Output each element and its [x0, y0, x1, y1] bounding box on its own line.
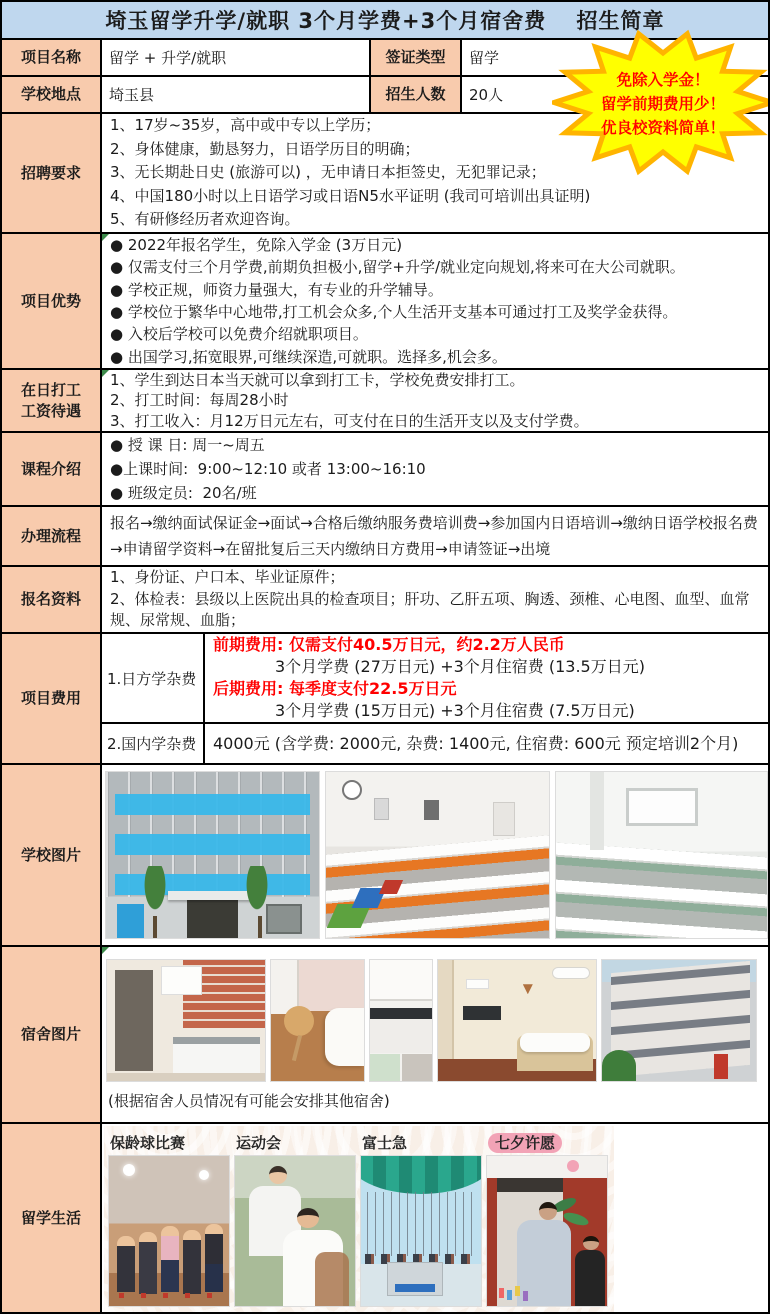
classroom-photo-green — [555, 771, 768, 939]
course-line: ●上课时间: 9:00~12:10 或者 13:00~16:10 — [110, 459, 426, 478]
fee-line-domestic: 4000元 (含学费: 2000元, 杂费: 1400元, 住宿费: 600元 预定培训2个月) — [213, 733, 739, 753]
promo-badge-line: 留学前期费用少！ — [600, 95, 725, 113]
kitchen-cabinet — [370, 960, 432, 1001]
kitchen-counter — [370, 1008, 432, 1019]
course-line: ● 班级定员: 20名/班 — [110, 484, 257, 503]
advantage-line: ● 出国学习,拓宽眼界,可继续深造,可就职。选择多,机会多。 — [110, 347, 507, 366]
label-project-name: 项目名称 — [2, 40, 102, 75]
materials-line: 1、身份证、户口本、毕业证原件； — [110, 567, 345, 586]
promo-starburst-badge — [552, 28, 770, 178]
bowling-photo — [108, 1155, 230, 1307]
classroom-door — [493, 802, 515, 836]
value-enrollment: 20人 — [469, 86, 504, 104]
dorm-door — [115, 970, 153, 1072]
dorm-photos-content — [102, 947, 768, 1122]
advantage-line: ● 学校位于繁华中心地带,打工机会众多,个人生活开支基本可通过打工及奖学金获得。 — [110, 303, 678, 321]
requirement-line: 2、身体健康，勤恳努力，日语学历目的明确； — [110, 139, 420, 158]
page-title: 埼玉留学升学/就职 3个月学费+3个月宿舍费 招生简章 — [2, 2, 768, 38]
fee-line-early: 前期费用: 仅需支付40.5万日元，约2.2万人民币 — [213, 635, 565, 654]
fee-name-japan: 1.日方学杂费 — [102, 634, 205, 722]
work-line: 1、学生到达日本当天就可以拿到打工卡，学校免费安排打工。 — [110, 370, 525, 389]
section-materials — [2, 565, 768, 632]
section-life — [2, 1122, 768, 1312]
dorm-kitchen-photo — [106, 959, 266, 1082]
base-sign — [395, 1284, 435, 1292]
dorm-photos-strip — [106, 959, 764, 1082]
caption-tanabata: 七夕许愿 — [486, 1132, 608, 1153]
label-school-photos: 学校图片 — [2, 765, 102, 945]
door-lintel — [497, 1178, 563, 1192]
label-requirements: 招聘要求 — [2, 114, 102, 232]
wall-poster — [374, 798, 389, 820]
classroom-door — [590, 772, 604, 850]
person-head — [583, 1236, 599, 1250]
wall-clock — [342, 780, 362, 800]
materials-content — [102, 567, 768, 632]
bed-mattress — [520, 1033, 590, 1052]
swing-chains — [367, 1192, 475, 1256]
school-building-photo — [105, 771, 320, 939]
work-line: 2、打工时间：每周28小时 — [110, 391, 289, 410]
fee-row-domestic — [102, 722, 768, 763]
requirement-line: 3、无长期赴日史 (旅游可以) ，无申请日本拒签史，无犯罪记录； — [110, 163, 546, 182]
fee-line-later-detail: 3个月学费 (15万日元) +3个月住宿费 (7.5万日元) — [275, 701, 635, 720]
label-materials: 报名资料 — [2, 567, 102, 632]
life-captions — [108, 1129, 610, 1155]
label-enrollment: 招生人数 — [369, 77, 462, 112]
kitchen-counter — [173, 1037, 260, 1073]
caption-bowling: 保龄球比赛 — [110, 1133, 186, 1152]
life-photos-strip — [108, 1155, 610, 1307]
label-process: 办理流程 — [2, 507, 102, 565]
small-tile-photo — [402, 1054, 432, 1081]
tree — [242, 866, 272, 920]
fee-row-japan — [102, 634, 768, 722]
classroom-desk-rows — [555, 842, 768, 939]
section-work — [2, 368, 768, 431]
requirement-line: 5、有研修经历者欢迎咨询。 — [110, 210, 300, 229]
ceiling-light — [123, 1164, 135, 1176]
value-project-name: 留学 + 升学/就职 — [109, 49, 227, 67]
fee-japan-lines — [205, 634, 768, 722]
advantage-line: ● 学校正规，师资力量强大，有专业的升学辅导。 — [110, 280, 443, 299]
fee-domestic-lines — [205, 724, 768, 763]
person-head — [297, 1208, 319, 1228]
label-school-location: 学校地点 — [2, 77, 102, 112]
caption-fujikyu: 富士急 — [362, 1133, 408, 1152]
leopard-top — [315, 1252, 349, 1307]
dorm-bedroom-photo — [437, 959, 597, 1082]
life-content — [102, 1124, 768, 1312]
tanabata-photo — [486, 1155, 608, 1307]
wall-shelf — [466, 979, 488, 989]
requirement-line: 1、17岁~35岁，高中或中专以上学历； — [110, 116, 381, 135]
air-conditioner — [552, 967, 590, 979]
process-content — [102, 507, 768, 565]
ceiling-light — [199, 1170, 209, 1180]
bed-white — [325, 1008, 364, 1066]
promo-badge-text — [552, 28, 770, 178]
course-line: ● 授 课 日: 周一~周五 — [110, 435, 265, 454]
cell-corner-marker — [102, 947, 109, 954]
cell-corner-marker — [102, 234, 109, 241]
section-process — [2, 505, 768, 565]
person-head — [269, 1166, 287, 1184]
advantages-content — [102, 234, 768, 368]
red-sign — [714, 1054, 728, 1078]
dorm-building-photo — [601, 959, 757, 1082]
requirement-line: 4、中国180小时以上日语学习或日语N5水平证明 (我司可培训出具证明) — [110, 186, 591, 205]
promo-badge-line: 免除入学金！ — [616, 71, 710, 89]
label-visa-type: 签证类型 — [369, 40, 462, 75]
round-table — [284, 1006, 314, 1036]
person-head — [539, 1202, 557, 1220]
dorm-room-photo — [270, 959, 365, 1082]
fujikyu-photo — [360, 1155, 482, 1307]
kitchen-cabinet — [161, 966, 202, 995]
label-work-line2: 工资待遇 — [20, 401, 81, 420]
section-dorm-photos — [2, 945, 768, 1122]
label-course: 课程介绍 — [2, 433, 102, 505]
advantage-line: ● 入校后学校可以免费介绍就职项目。 — [110, 325, 368, 344]
value-school-location: 埼玉县 — [109, 86, 155, 104]
work-content — [102, 370, 768, 431]
section-course — [2, 431, 768, 505]
fee-line-later: 后期费用: 每季度支付22.5万日元 — [213, 679, 457, 698]
dark-counter — [463, 1006, 501, 1021]
black-shirt — [575, 1250, 605, 1307]
red-shoes — [119, 1293, 219, 1298]
caption-sports-day: 运动会 — [236, 1133, 282, 1152]
life-banner — [104, 1126, 614, 1312]
label-dorm-photos: 宿舍图片 — [2, 947, 102, 1122]
materials-line: 2、体检表：县级以上医院出具的检查项目；肝功、乙肝五项、胸透、颈椎、心电图、血型、血常规、尿常规、血脂； — [110, 589, 750, 630]
pink-balloon — [567, 1160, 579, 1172]
label-work-line1: 在日打工 — [20, 380, 81, 399]
fee-line-early-detail: 3个月学费 (27万日元) +3个月住宿费 (13.5万日元) — [275, 657, 645, 676]
work-line: 3、打工收入：月12万日元左右，可支付在日的生活开支以及支付学费。 — [110, 411, 589, 430]
label-life: 留学生活 — [2, 1124, 102, 1312]
section-fees — [2, 632, 768, 763]
school-photos-strip — [102, 765, 768, 945]
green-bush — [602, 1050, 636, 1081]
wall-poster — [424, 800, 439, 820]
blue-shirt — [517, 1220, 571, 1307]
ride-canopy — [360, 1155, 482, 1194]
small-tile-photo — [370, 1054, 400, 1081]
cell-corner-marker — [102, 370, 109, 377]
section-school-photos — [2, 763, 768, 945]
course-content — [102, 433, 768, 505]
label-fees: 项目费用 — [2, 634, 102, 763]
process-text: 报名→缴纳面试保证金→面试→合格后缴纳服务费培训费→参加国内日语培训→缴纳日语学校报名费→申请留学资料→在留批复后三天内缴纳日方费用→申请签证→出境 — [110, 514, 758, 558]
dorm-kitchenette-photo — [369, 959, 433, 1082]
sports-day-photo — [234, 1155, 356, 1307]
advantage-line: ● 2022年报名学生，免除入学金 (3万日元) — [110, 235, 403, 254]
building-entrance — [187, 900, 238, 938]
classroom-photo-orange — [325, 771, 550, 939]
wall-pennant — [523, 984, 533, 994]
advantage-line: ● 仅需支付三个月学费,前期负担极小,留学+升学/就业定向规划,将来可在大公司就职。 — [110, 258, 685, 277]
fees-table — [102, 634, 768, 763]
tree — [140, 866, 170, 920]
fee-name-domestic: 2.国内学杂费 — [102, 724, 205, 763]
promo-badge-line: 优良校资料简单！ — [600, 119, 725, 137]
label-work — [2, 370, 102, 431]
storefront-sign — [487, 1156, 607, 1178]
section-advantages — [2, 232, 768, 368]
label-advantages: 项目优势 — [2, 234, 102, 368]
value-visa-type: 留学 — [469, 49, 500, 67]
dorm-note: (根据宿舍人员情况有可能会安排其他宿舍) — [108, 1092, 390, 1110]
whiteboard — [626, 788, 698, 826]
tanzaku-papers — [499, 1288, 504, 1298]
